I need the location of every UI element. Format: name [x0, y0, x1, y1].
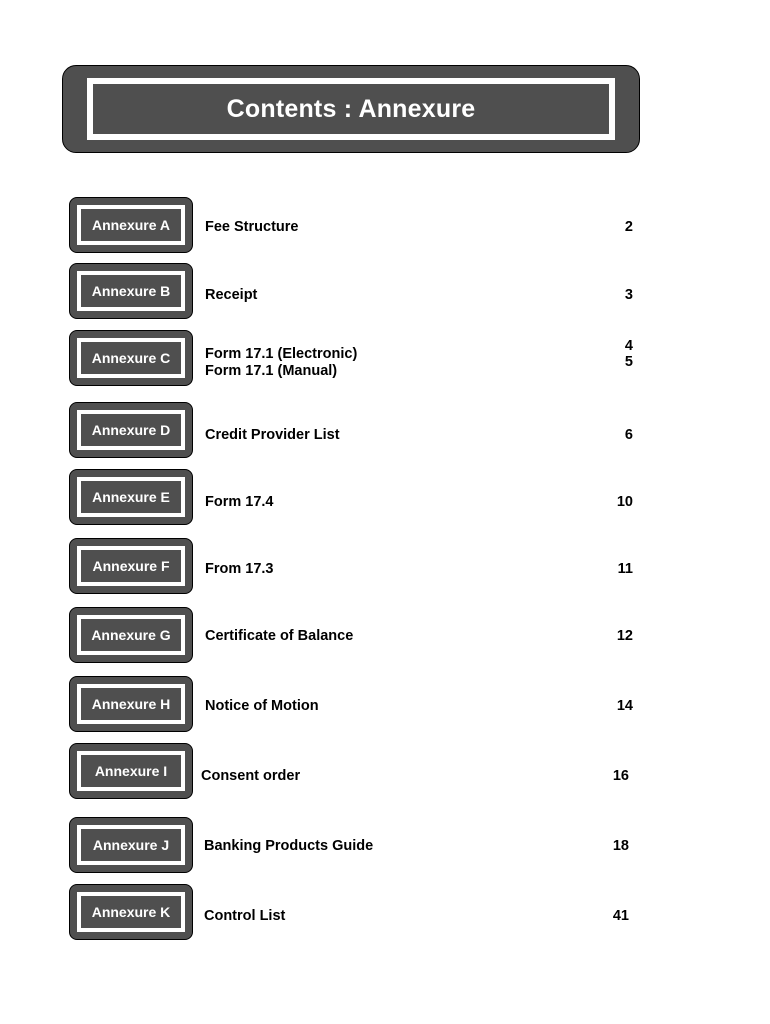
page-number: 5 [624, 354, 633, 370]
annexure-label: Annexure J [92, 837, 170, 853]
annexure-tab[interactable] [69, 469, 193, 525]
page-number: 18 [612, 838, 629, 854]
entry-title: Notice of Motion [205, 698, 319, 714]
annexure-tab[interactable] [69, 538, 193, 594]
entry-title: Form 17.1 (Electronic) [205, 346, 358, 362]
entry-title: Certificate of Balance [205, 628, 354, 644]
annexure-tab[interactable] [69, 817, 193, 873]
entry-title: Consent order [201, 768, 301, 784]
annexure-label: Annexure E [92, 489, 170, 505]
page-number: 4 [624, 338, 633, 354]
annexure-tab[interactable] [69, 607, 193, 663]
page-number: 14 [616, 698, 633, 714]
page-number: 11 [617, 561, 633, 577]
entry-title: Credit Provider List [205, 427, 340, 443]
entry-title: Fee Structure [205, 219, 299, 235]
annexure-tab[interactable] [69, 197, 193, 253]
page-number: 10 [616, 494, 633, 510]
annexure-tab-frame [77, 892, 185, 932]
annexure-label: Annexure K [91, 904, 171, 920]
annexure-label: Annexure G [91, 627, 171, 643]
entry-title: Receipt [205, 287, 258, 303]
annexure-tab-frame [77, 546, 185, 586]
page-number: 3 [624, 287, 633, 303]
annexure-label: Annexure F [92, 558, 170, 574]
annexure-label: Annexure H [91, 696, 171, 712]
page-title: Contents : Annexure [226, 94, 476, 123]
annexure-tab[interactable] [69, 884, 193, 940]
page-number: 6 [624, 427, 633, 443]
annexure-tab-frame [77, 205, 185, 245]
annexure-tab[interactable] [69, 402, 193, 458]
entry-title: Banking Products Guide [204, 838, 374, 854]
annexure-tab[interactable] [69, 263, 193, 319]
contents-banner [62, 65, 640, 153]
annexure-label: Annexure I [94, 763, 168, 779]
annexure-tab-frame [77, 615, 185, 655]
annexure-tab-frame [77, 825, 185, 865]
annexure-tab-frame [77, 477, 185, 517]
entry-title: From 17.3 [205, 561, 274, 577]
annexure-tab-frame [77, 751, 185, 791]
page-number: 41 [612, 908, 629, 924]
annexure-tab[interactable] [69, 330, 193, 386]
entry-title: Control List [204, 908, 286, 924]
annexure-label: Annexure C [91, 350, 171, 366]
annexure-tab[interactable] [69, 676, 193, 732]
annexure-label: Annexure D [91, 422, 171, 438]
entry-title: Form 17.1 (Manual) [205, 363, 338, 379]
annexure-tab[interactable] [69, 743, 193, 799]
banner-frame [87, 78, 615, 140]
entry-title: Form 17.4 [205, 494, 274, 510]
annexure-tab-frame [77, 338, 185, 378]
annexure-tab-frame [77, 684, 185, 724]
page-number: 2 [624, 219, 633, 235]
page-number: 16 [612, 768, 629, 784]
page-number: 12 [616, 628, 633, 644]
annexure-label: Annexure A [91, 217, 171, 233]
annexure-tab-frame [77, 410, 185, 450]
annexure-label: Annexure B [91, 283, 171, 299]
annexure-tab-frame [77, 271, 185, 311]
